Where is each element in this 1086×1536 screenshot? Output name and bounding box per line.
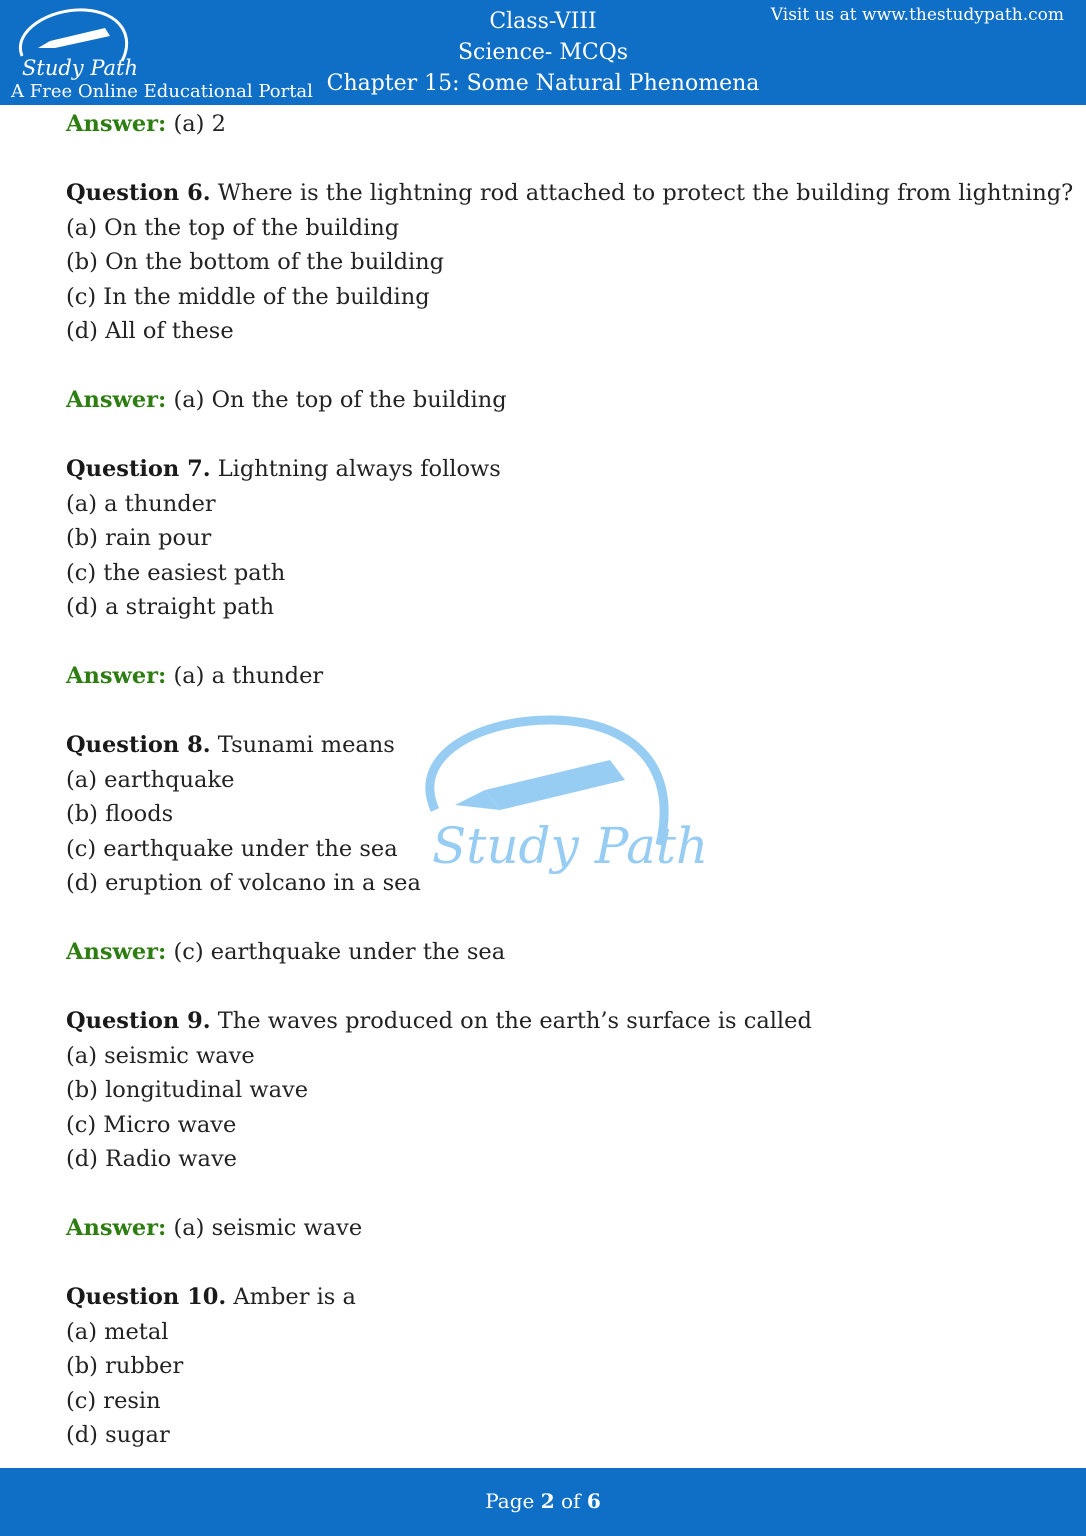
question-text: Question 10. Amber is a: [66, 1284, 356, 1310]
subject-title: Science- MCQs: [457, 40, 629, 65]
portal-tagline: A Free Online Educational Portal: [11, 81, 313, 102]
visit-link[interactable]: Visit us at www.thestudypath.com: [770, 5, 1064, 25]
page-prefix: Page: [485, 1489, 541, 1513]
answer: Answer: (a) a thunder: [66, 663, 324, 689]
logo-text: Study Path: [22, 56, 139, 80]
prev-answer: Answer: (a) 2: [66, 111, 226, 137]
question-7: [66, 452, 1056, 728]
question-9: [66, 1004, 1056, 1280]
question-text: Question 7. Lightning always follows: [66, 456, 501, 482]
mcq-content: [66, 107, 1074, 1453]
page-header: [0, 0, 1086, 105]
question-10: [66, 1280, 1056, 1453]
option-b: (b) rain pour: [66, 525, 212, 551]
option-b: (b) rubber: [66, 1353, 184, 1379]
option-c: (c) resin: [66, 1387, 161, 1414]
option-a: (a) seismic wave: [66, 1042, 255, 1069]
question-text: Question 9. The waves produced on the earth’s surface is called: [66, 1008, 812, 1034]
option-c: (c) the easiest path: [66, 559, 286, 586]
question-text: Question 8. Tsunami means: [66, 732, 395, 758]
option-d: (d) All of these: [66, 318, 234, 344]
option-d: (d) a straight path: [66, 594, 275, 620]
option-c: (c) Micro wave: [66, 1111, 237, 1138]
page-of: of: [554, 1489, 587, 1513]
option-b: (b) floods: [66, 801, 174, 827]
page-current: 2: [540, 1489, 555, 1513]
watermark-text: Study Path: [432, 817, 709, 875]
option-c: (c) earthquake under the sea: [66, 835, 398, 862]
option-a: (a) earthquake: [66, 766, 235, 793]
option-c: (c) In the middle of the building: [66, 283, 430, 310]
option-b: (b) On the bottom of the building: [66, 249, 445, 275]
class-title: Class-VIII: [489, 9, 597, 34]
chapter-title: Chapter 15: Some Natural Phenomena: [326, 71, 760, 96]
answer: Answer: (a) On the top of the building: [66, 387, 507, 413]
option-a: (a) On the top of the building: [66, 214, 400, 241]
option-d: (d) Radio wave: [66, 1146, 237, 1172]
question-6: [66, 176, 1074, 452]
option-b: (b) longitudinal wave: [66, 1077, 309, 1103]
question-8: [66, 728, 1056, 1004]
option-a: (a) a thunder: [66, 490, 216, 517]
question-text: Question 6. Where is the lightning rod attached to protect the building from lightning?: [66, 180, 1074, 206]
header-titles: [300, 6, 786, 99]
page-total: 6: [586, 1489, 601, 1513]
option-d: (d) eruption of volcano in a sea: [66, 870, 421, 896]
answer: Answer: (a) seismic wave: [66, 1215, 363, 1241]
option-d: (d) sugar: [66, 1422, 170, 1448]
option-a: (a) metal: [66, 1318, 169, 1345]
page-footer: [0, 1468, 1086, 1536]
answer: Answer: (c) earthquake under the sea: [66, 939, 506, 965]
